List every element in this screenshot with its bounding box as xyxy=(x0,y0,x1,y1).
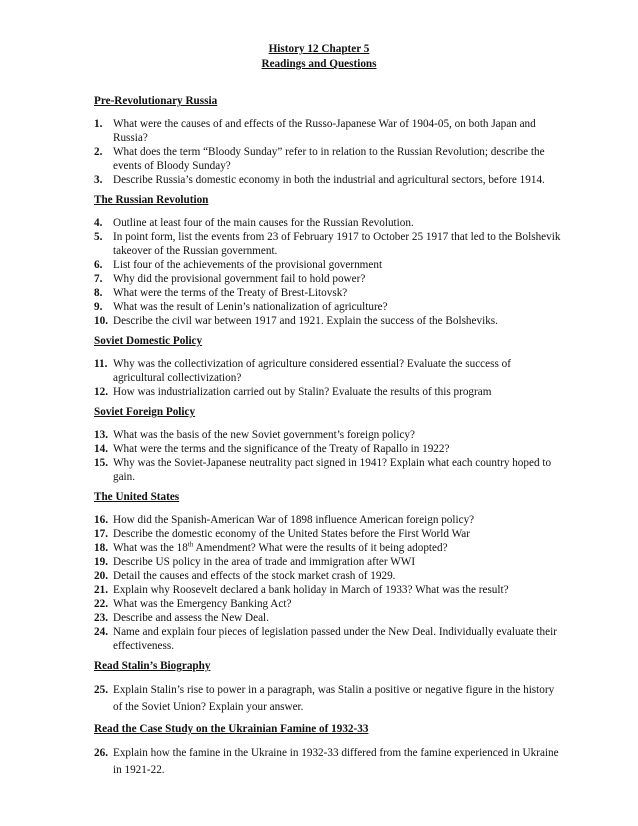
question-number: 12. xyxy=(94,386,108,398)
question-text: What was the result of Lenin’s nationalization of agriculture? xyxy=(113,301,388,313)
question-number: 6. xyxy=(94,259,103,271)
section-ukrainian-famine xyxy=(94,722,564,779)
question-text: Explain why Roosevelt declared a bank holiday in March of 1933? What was the result? xyxy=(113,584,509,596)
section-russian-revolution xyxy=(94,193,564,328)
question-item xyxy=(94,173,564,187)
question-number: 22. xyxy=(94,598,108,610)
question-text: Why was the Soviet-Japanese neutrality pact signed in 1941? Explain what each country hoped to gain. xyxy=(113,457,552,483)
question-item xyxy=(94,611,564,625)
question-item xyxy=(94,385,564,399)
question-list xyxy=(94,428,564,484)
question-number: 4. xyxy=(94,217,103,229)
question-text: Name and explain four pieces of legislation passed under the New Deal. Individually evaluate their effectiveness. xyxy=(113,626,557,652)
question-item xyxy=(94,583,564,597)
question-text: What were the terms of the Treaty of Brest-Litovsk? xyxy=(113,287,348,299)
section-heading: Pre-Revolutionary Russia xyxy=(94,95,218,107)
section-pre-revolutionary-russia xyxy=(94,94,564,187)
question-text: Explain Stalin’s rise to power in a paragraph, was Stalin a positive or negative figure in the history of the Soviet Union? Explain your answer. xyxy=(113,684,555,713)
ordinal-suffix: th xyxy=(187,540,194,549)
question-item xyxy=(94,286,564,300)
question-text-part: Amendment? What were the results of it being adopted? xyxy=(193,542,448,554)
question-text: Detail the causes and effects of the stock market crash of 1929. xyxy=(113,570,396,582)
question-item xyxy=(94,513,564,527)
question-text: How was industrialization carried out by Stalin? Evaluate the results of this program xyxy=(113,386,492,398)
question-number: 8. xyxy=(94,287,103,299)
question-item xyxy=(94,145,564,173)
question-item xyxy=(94,216,564,230)
question-number: 13. xyxy=(94,429,108,441)
question-number: 14. xyxy=(94,443,108,455)
question-number: 3. xyxy=(94,174,103,186)
question-number: 17. xyxy=(94,528,108,540)
question-number: 16. xyxy=(94,514,108,526)
question-item xyxy=(94,555,564,569)
question-item xyxy=(94,357,564,385)
question-text: Why did the provisional government fail to hold power? xyxy=(113,273,366,285)
question-item xyxy=(94,569,564,583)
section-soviet-foreign-policy xyxy=(94,405,564,484)
question-text xyxy=(113,541,564,555)
question-list xyxy=(94,682,564,716)
question-text: What were the causes of and effects of the Russo-Japanese War of 1904-05, on both Japan and Russia? xyxy=(113,118,536,144)
question-number: 21. xyxy=(94,584,108,596)
question-text: Outline at least four of the main causes for the Russian Revolution. xyxy=(113,217,414,229)
question-number: 9. xyxy=(94,301,103,313)
sections-container xyxy=(94,94,564,785)
question-text-part: What was the 18 xyxy=(113,542,188,554)
question-item xyxy=(94,597,564,611)
question-number: 10. xyxy=(94,315,108,327)
section-heading: The Russian Revolution xyxy=(94,194,209,206)
question-text: What does the term “Bloody Sunday” refer to in relation to the Russian Revolution; describe the events of Bloody Sunday? xyxy=(113,146,545,172)
question-number: 20. xyxy=(94,570,108,582)
question-item xyxy=(94,527,564,541)
question-text: Describe the domestic economy of the United States before the First World War xyxy=(113,528,470,540)
question-item xyxy=(94,541,564,555)
question-list xyxy=(94,745,564,779)
question-list xyxy=(94,216,564,328)
question-item xyxy=(94,272,564,286)
question-item xyxy=(94,456,564,484)
question-item xyxy=(94,682,564,716)
section-united-states xyxy=(94,490,564,653)
section-stalin-biography xyxy=(94,659,564,716)
question-number: 26. xyxy=(94,747,108,759)
section-soviet-domestic-policy xyxy=(94,334,564,399)
question-number: 11. xyxy=(94,358,108,370)
question-item xyxy=(94,117,564,145)
question-text: What were the terms and the significance of the Treaty of Rapallo in 1922? xyxy=(113,443,450,455)
question-text: List four of the achievements of the provisional government xyxy=(113,259,383,271)
question-item xyxy=(94,442,564,456)
section-heading: Soviet Domestic Policy xyxy=(94,335,203,347)
question-text: What was the Emergency Banking Act? xyxy=(113,598,292,610)
question-number: 24. xyxy=(94,626,108,638)
question-text: Explain how the famine in the Ukraine in 1932-33 differed from the famine experienced in Ukraine in 1921-22. xyxy=(113,747,559,776)
question-text: How did the Spanish-American War of 1898 influence American foreign policy? xyxy=(113,514,475,526)
question-number: 2. xyxy=(94,146,103,158)
question-text: In point form, list the events from 23 of February 1917 to October 25 1917 that led to the Bolshevik takeover of the Russian government. xyxy=(113,231,561,257)
question-number: 7. xyxy=(94,273,103,285)
question-item xyxy=(94,230,564,258)
section-heading: The United States xyxy=(94,491,180,503)
section-heading: Read Stalin’s Biography xyxy=(94,660,211,672)
question-list xyxy=(94,513,564,653)
question-text: Why was the collectivization of agriculture considered essential? Evaluate the success of agricultural collectivization? xyxy=(113,358,511,384)
question-list xyxy=(94,117,564,187)
document-title: History 12 Chapter 5 xyxy=(268,43,370,55)
question-item xyxy=(94,745,564,779)
question-item xyxy=(94,258,564,272)
question-number: 1. xyxy=(94,118,103,130)
question-number: 5. xyxy=(94,231,103,243)
question-text: Describe Russia’s domestic economy in both the industrial and agricultural sectors, before 1914. xyxy=(113,174,545,186)
question-text: What was the basis of the new Soviet government’s foreign policy? xyxy=(113,429,415,441)
section-heading: Soviet Foreign Policy xyxy=(94,406,196,418)
question-number: 18. xyxy=(94,542,108,554)
question-text: Describe US policy in the area of trade and immigration after WWI xyxy=(113,556,416,568)
document-subtitle: Readings and Questions xyxy=(261,58,377,70)
question-number: 19. xyxy=(94,556,108,568)
question-number: 23. xyxy=(94,612,108,624)
question-number: 15. xyxy=(94,457,108,469)
question-item xyxy=(94,300,564,314)
title-block xyxy=(0,42,638,72)
question-number: 25. xyxy=(94,684,108,696)
question-text: Describe and assess the New Deal. xyxy=(113,612,269,624)
question-item xyxy=(94,625,564,653)
question-list xyxy=(94,357,564,399)
question-item xyxy=(94,428,564,442)
section-heading: Read the Case Study on the Ukrainian Famine of 1932-33 xyxy=(94,723,369,735)
question-item xyxy=(94,314,564,328)
question-text: Describe the civil war between 1917 and 1921. Explain the success of the Bolsheviks. xyxy=(113,315,498,327)
